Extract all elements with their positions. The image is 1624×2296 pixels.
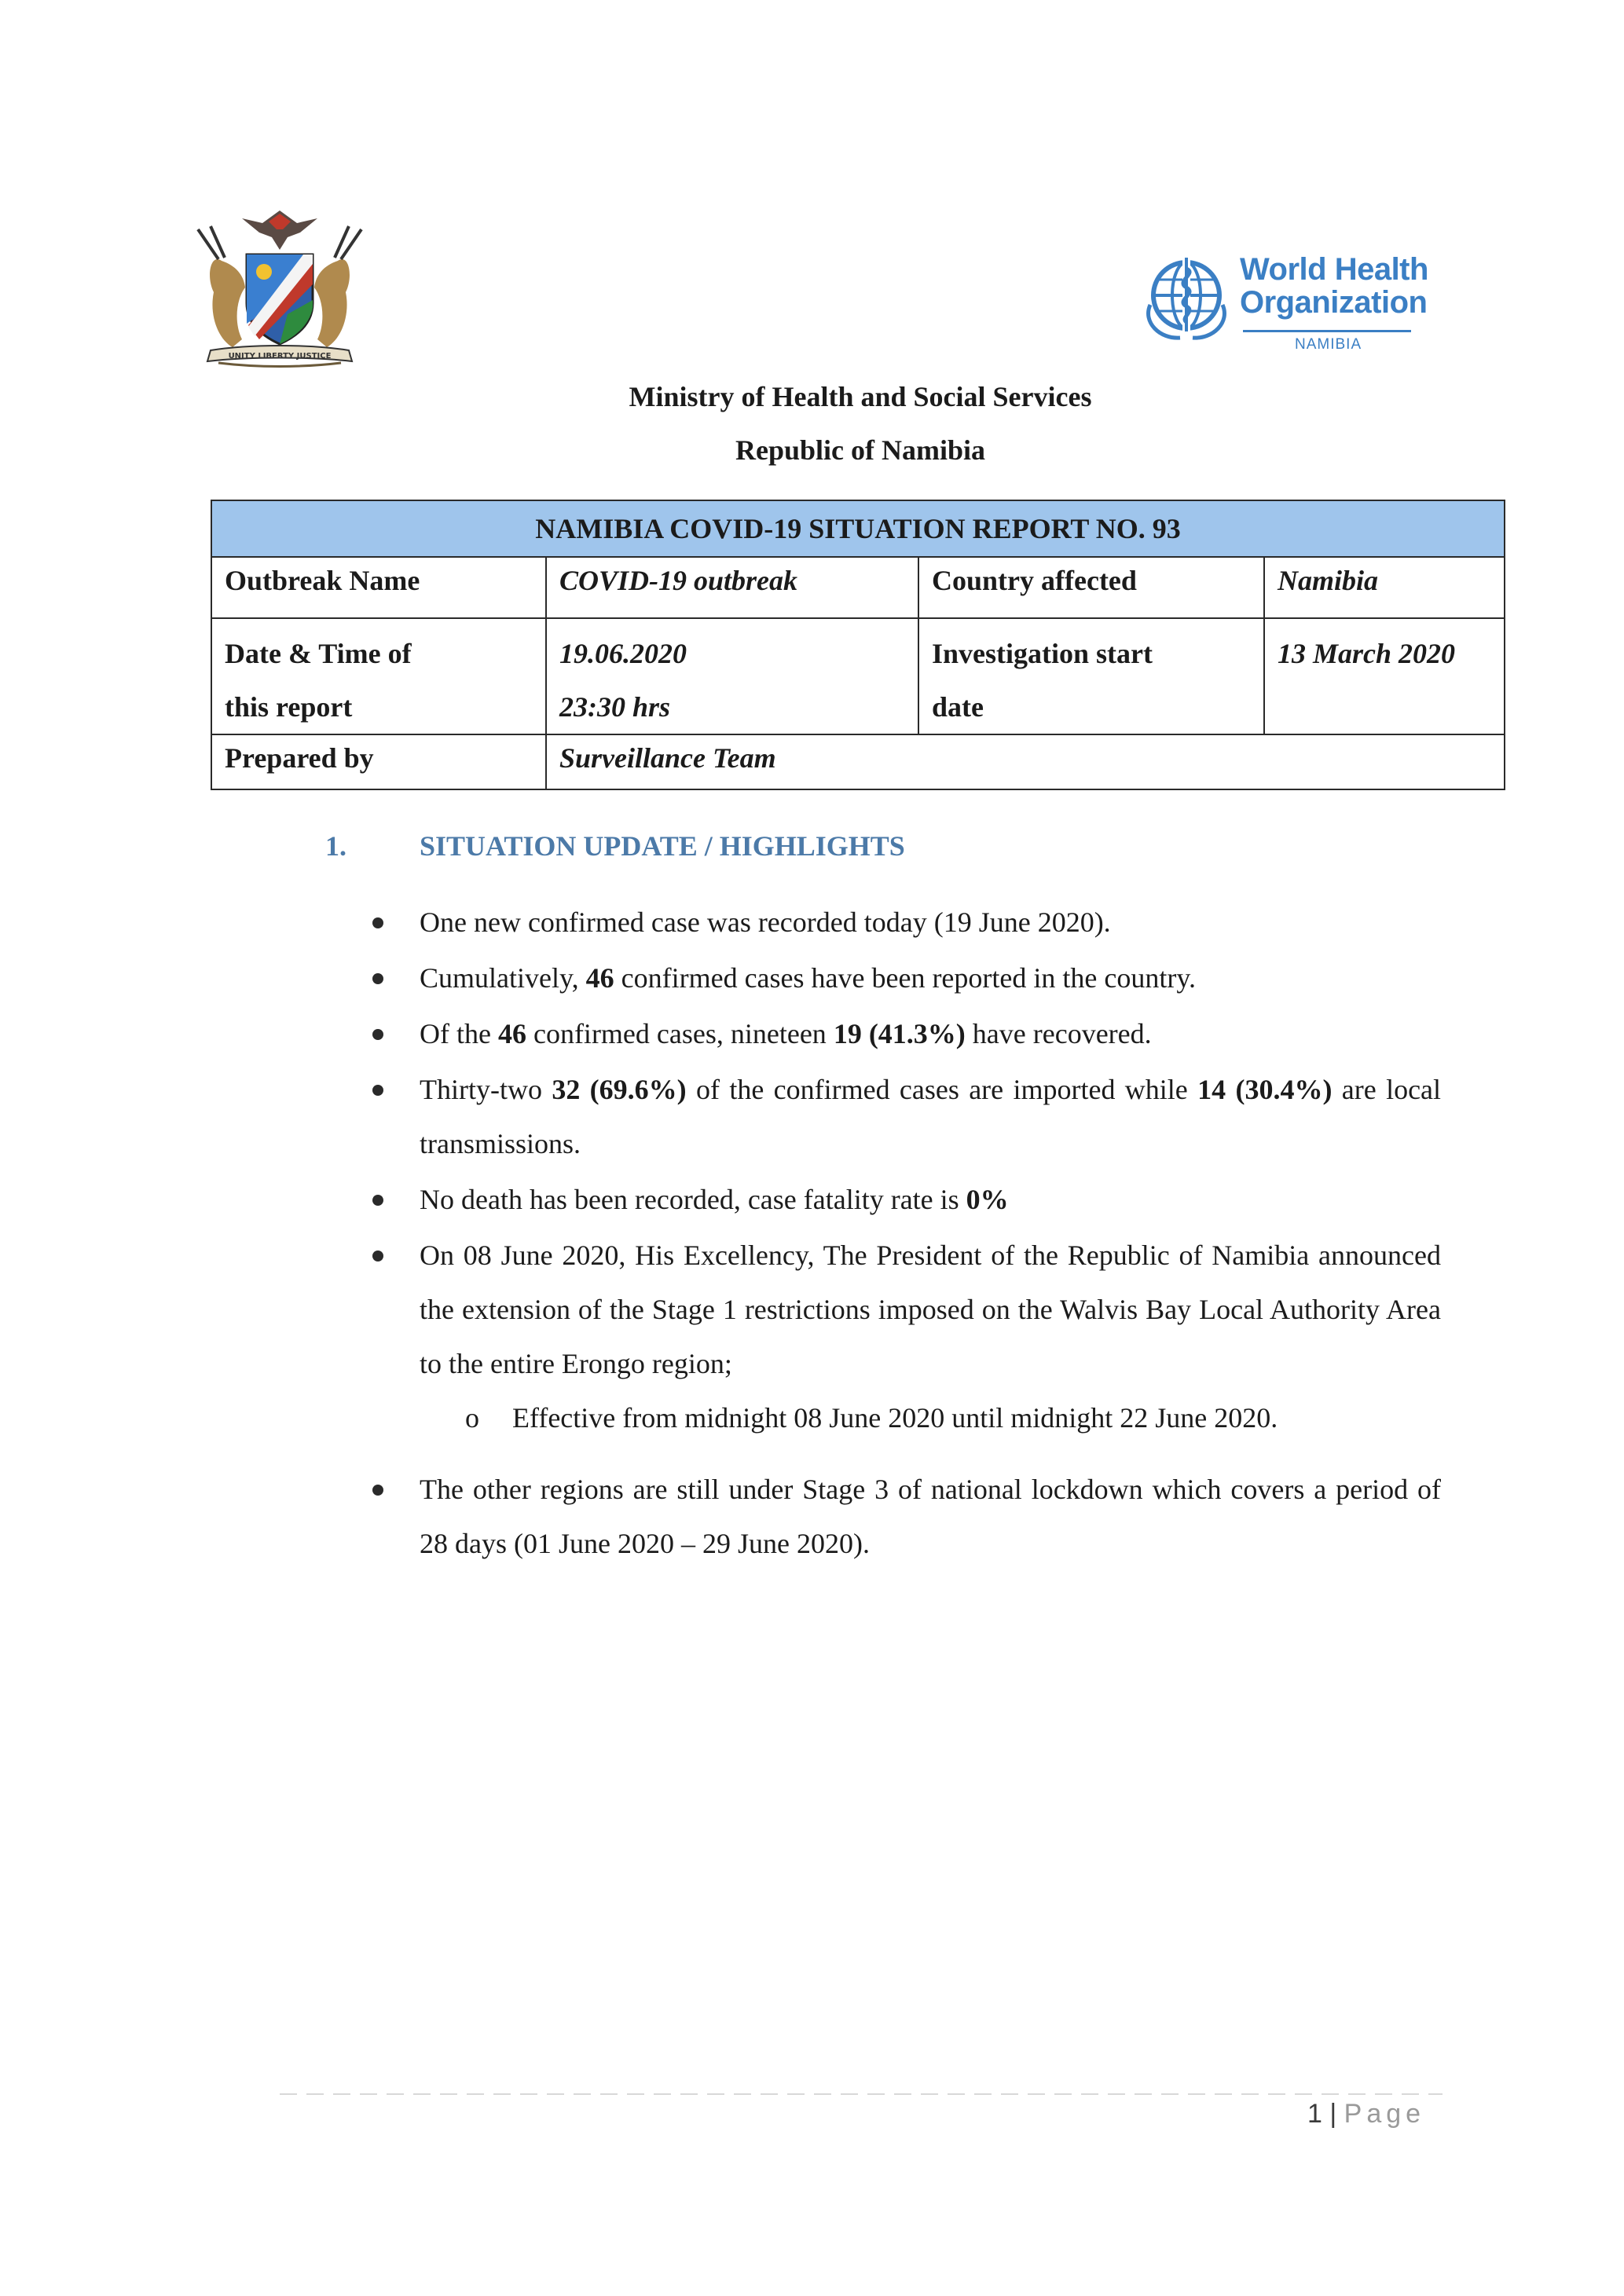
highlights-list bbox=[420, 895, 1441, 1571]
bullet-icon bbox=[372, 1085, 383, 1096]
date-value: 19.06.2020 bbox=[559, 638, 687, 669]
bullet-icon bbox=[372, 1029, 383, 1040]
bullet-text: confirmed cases, nineteen bbox=[533, 1018, 827, 1049]
footer-separator: | bbox=[1329, 2099, 1337, 2129]
bullet-text: The other regions are still under Stage 3 of national lockdown which covers a period of 28 days (01 June 2020 – 29 June 2020). bbox=[420, 1474, 1441, 1559]
section-number: 1. bbox=[325, 830, 346, 862]
page-footer bbox=[1307, 2099, 1425, 2129]
table-row bbox=[211, 557, 1505, 618]
date-label-line2: this report bbox=[225, 691, 353, 723]
prepared-by-label: Prepared by bbox=[211, 734, 546, 789]
bullet-icon bbox=[372, 1195, 383, 1206]
investigation-label bbox=[918, 618, 1264, 734]
country-value: Namibia bbox=[1264, 557, 1505, 618]
footer-divider bbox=[280, 2093, 1443, 2095]
bullet-text: have recovered. bbox=[972, 1018, 1152, 1049]
bullet-icon bbox=[372, 1251, 383, 1262]
republic-title: Republic of Namibia bbox=[735, 434, 986, 466]
prepared-by-value: Surveillance Team bbox=[546, 734, 1505, 789]
section-title: SITUATION UPDATE / HIGHLIGHTS bbox=[420, 830, 905, 862]
sub-bullet-marker: o bbox=[465, 1402, 479, 1434]
bullet-number: 0% bbox=[966, 1184, 1009, 1215]
bullet-number: 46 bbox=[585, 962, 614, 994]
namibia-coat-of-arms-logo bbox=[187, 206, 372, 377]
date-time-value bbox=[546, 618, 918, 734]
country-label: Country affected bbox=[918, 557, 1264, 618]
bullet-text: Thirty-two bbox=[420, 1074, 542, 1105]
date-label-line1: Date & Time of bbox=[225, 638, 412, 669]
bullet-text: On 08 June 2020, His Excellency, The President of the Republic of Namibia announced the extension of the Stage 1 restrictions imposed on the Walvis Bay Local Authority Area to the entire Erongo region; bbox=[420, 1240, 1441, 1379]
bullet-icon bbox=[372, 1485, 383, 1496]
table-title-row bbox=[211, 500, 1505, 557]
bullet-number: 46 bbox=[497, 1018, 526, 1049]
list-item bbox=[420, 1007, 1441, 1061]
sub-bullet-text: Effective from midnight 08 June 2020 until midnight 22 June 2020. bbox=[512, 1402, 1278, 1434]
who-globe-icon bbox=[1139, 250, 1234, 344]
list-item bbox=[420, 895, 1441, 950]
who-name-line2: Organization bbox=[1240, 285, 1428, 320]
ministry-title: Ministry of Health and Social Services bbox=[629, 381, 1092, 412]
date-time-label bbox=[211, 618, 546, 734]
bullet-number: 32 (69.6%) bbox=[552, 1074, 687, 1105]
coat-motto: UNITY LIBERTY JUSTICE bbox=[228, 352, 332, 361]
outbreak-name-label: Outbreak Name bbox=[211, 557, 546, 618]
bullet-text: One new confirmed case was recorded today (19 June 2020). bbox=[420, 906, 1111, 938]
page-number: 1 bbox=[1307, 2099, 1322, 2129]
bullet-number: 14 (30.4%) bbox=[1197, 1074, 1333, 1105]
bullet-icon bbox=[372, 917, 383, 928]
bullet-text: are local transmissions. bbox=[420, 1074, 1442, 1159]
table-row bbox=[211, 734, 1505, 789]
bullet-text: Of the bbox=[420, 1018, 491, 1049]
bullet-text: No death has been recorded, case fatality rate is bbox=[420, 1184, 959, 1215]
bullet-text: confirmed cases have been reported in the country. bbox=[621, 962, 1196, 994]
list-item bbox=[420, 1463, 1441, 1571]
list-item bbox=[420, 1173, 1441, 1227]
who-logo bbox=[1139, 250, 1430, 360]
report-info-table bbox=[211, 500, 1505, 774]
who-name-line1: World Health bbox=[1240, 252, 1428, 287]
report-title: NAMIBIA COVID-19 SITUATION REPORT NO. 93 bbox=[211, 500, 1505, 557]
table-row bbox=[211, 618, 1505, 734]
bullet-text: of the confirmed cases are imported while bbox=[696, 1074, 1188, 1105]
page-label: Page bbox=[1344, 2099, 1426, 2129]
list-item bbox=[420, 1229, 1441, 1391]
who-divider bbox=[1243, 330, 1411, 332]
investigation-value: 13 March 2020 bbox=[1264, 618, 1505, 734]
investigation-label-line2: date bbox=[932, 691, 984, 723]
bullet-icon bbox=[372, 973, 383, 984]
bullet-number: 19 (41.3%) bbox=[833, 1018, 966, 1049]
list-item bbox=[420, 1063, 1441, 1171]
time-value: 23:30 hrs bbox=[559, 691, 671, 723]
investigation-label-line1: Investigation start bbox=[932, 638, 1153, 669]
bullet-text: Cumulatively, bbox=[420, 962, 579, 994]
who-country: NAMIBIA bbox=[1295, 336, 1362, 353]
list-item bbox=[420, 951, 1441, 1005]
sub-list-item bbox=[420, 1391, 1441, 1445]
outbreak-name-value: COVID-19 outbreak bbox=[546, 557, 918, 618]
